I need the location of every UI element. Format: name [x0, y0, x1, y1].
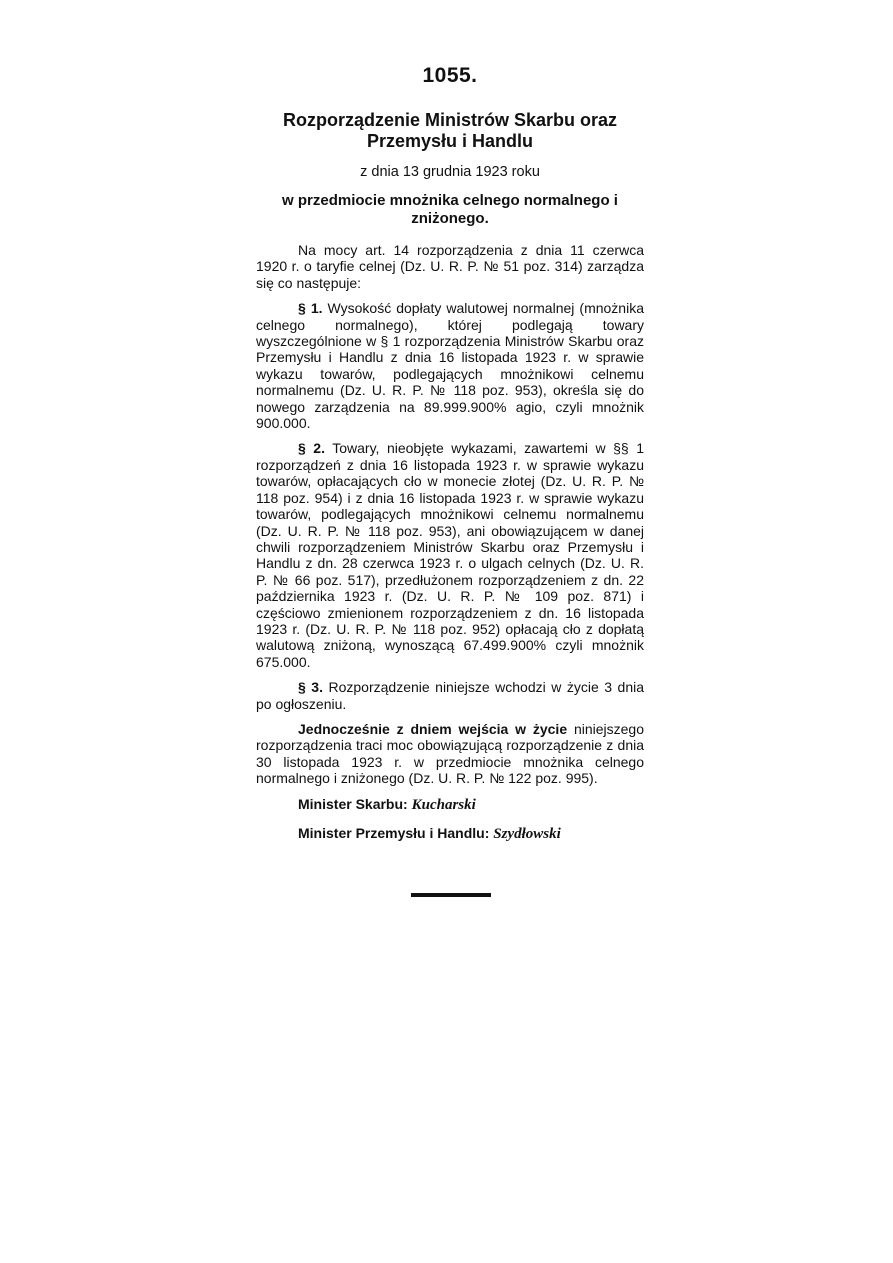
- section-label: § 3.: [298, 679, 323, 696]
- signature-minister-industry: [298, 825, 644, 843]
- signature-role: Minister Przemysłu i Handlu:: [298, 824, 490, 841]
- closing-paragraph: [256, 721, 644, 787]
- section-label: § 1.: [298, 300, 323, 317]
- end-rule: [411, 893, 491, 897]
- preamble: Na mocy art. 14 rozporządzenia z dnia 11 czerwca 1920 r. o taryfie celnej (Dz. U. R. P. № 51 poz. 314) zarządza się co następuje:: [256, 242, 644, 291]
- document-date: z dnia 13 grudnia 1923 roku: [360, 164, 540, 180]
- section-text: Wysokość dopłaty walutowej normalnej (mnożnika celnego normalnego), której podlegają towary wyszczególnione w § 1 rozporządzenia Ministrów Skarbu oraz Przemysłu i Handlu z dnia 16 listopada 1923 r. w sprawie wykazu towarów, podlegających mnożnikowi celnemu normalnemu (Dz. U. R. P. № 118 poz. 953), określa się do nowego zarządzenia na 89.999.900% agio, czyli mnożnik 900.000.: [256, 300, 644, 432]
- document-subject: w przedmiocie mnożnika celnego normalnego i zniżonego.: [282, 192, 618, 227]
- page-number: 1055.: [422, 64, 478, 87]
- signature-name: Szydłowski: [493, 825, 561, 842]
- signature-role: Minister Skarbu:: [298, 795, 408, 812]
- section-text: Rozporządzenie niniejsze wchodzi w życie 3 dnia po ogłoszeniu.: [256, 679, 645, 712]
- section-text: Towary, nieobjęte wykazami, zawartemi w §§ 1 rozporządzeń z dnia 16 listopada 1923 r. w sprawie wykazu towarów, opłacających cło w monecie złotej (Dz. U. R. P. № 118 poz. 954) i z dnia 16 listopada 1923 r. w sprawie wykazu towarów, podlegających mnożnikowi celnemu normalnemu (Dz. U. R. P. № 118 poz. 953), ani obowiązującem w danej chwili rozporządzeniem Ministrów Skarbu oraz Przemysłu i Handlu z dn. 28 czerwca 1923 r. o ulgach celnych (Dz. U. R. P. № 66 poz. 517), przedłużonem rozporządzeniem z dn. 22 października 1923 r. (Dz. U. R. P. № 109 poz. 871) i częściowo zmienionem rozporządzeniem z dn. 16 listopada 1923 r. (Dz. U. R. P. № 118 poz. 952) opłacają cło z dopłatą walutową zniżoną, wynoszącą 67.499.900% czyli mnożnik 675.000.: [256, 440, 644, 670]
- section-2: [256, 440, 644, 670]
- signature-minister-treasury: [298, 796, 644, 814]
- section-label: § 2.: [298, 440, 325, 457]
- signature-name: Kucharski: [411, 796, 476, 813]
- closing-lead: Jednocześnie z dniem wejścia w życie: [298, 720, 568, 737]
- section-3: [256, 679, 644, 712]
- document-title: Rozporządzenie Ministrów Skarbu oraz Przemysłu i Handlu: [282, 110, 618, 151]
- closing-text: niniejszego rozporządzenia traci moc obowiązującą rozporządzenie z dnia 30 listopada 1923 r. w przedmiocie mnożnika celnego normalnego i zniżonego (Dz. U. R. P. № 122 poz. 995).: [256, 720, 644, 787]
- document-page: [256, 64, 644, 854]
- section-1: [256, 300, 644, 431]
